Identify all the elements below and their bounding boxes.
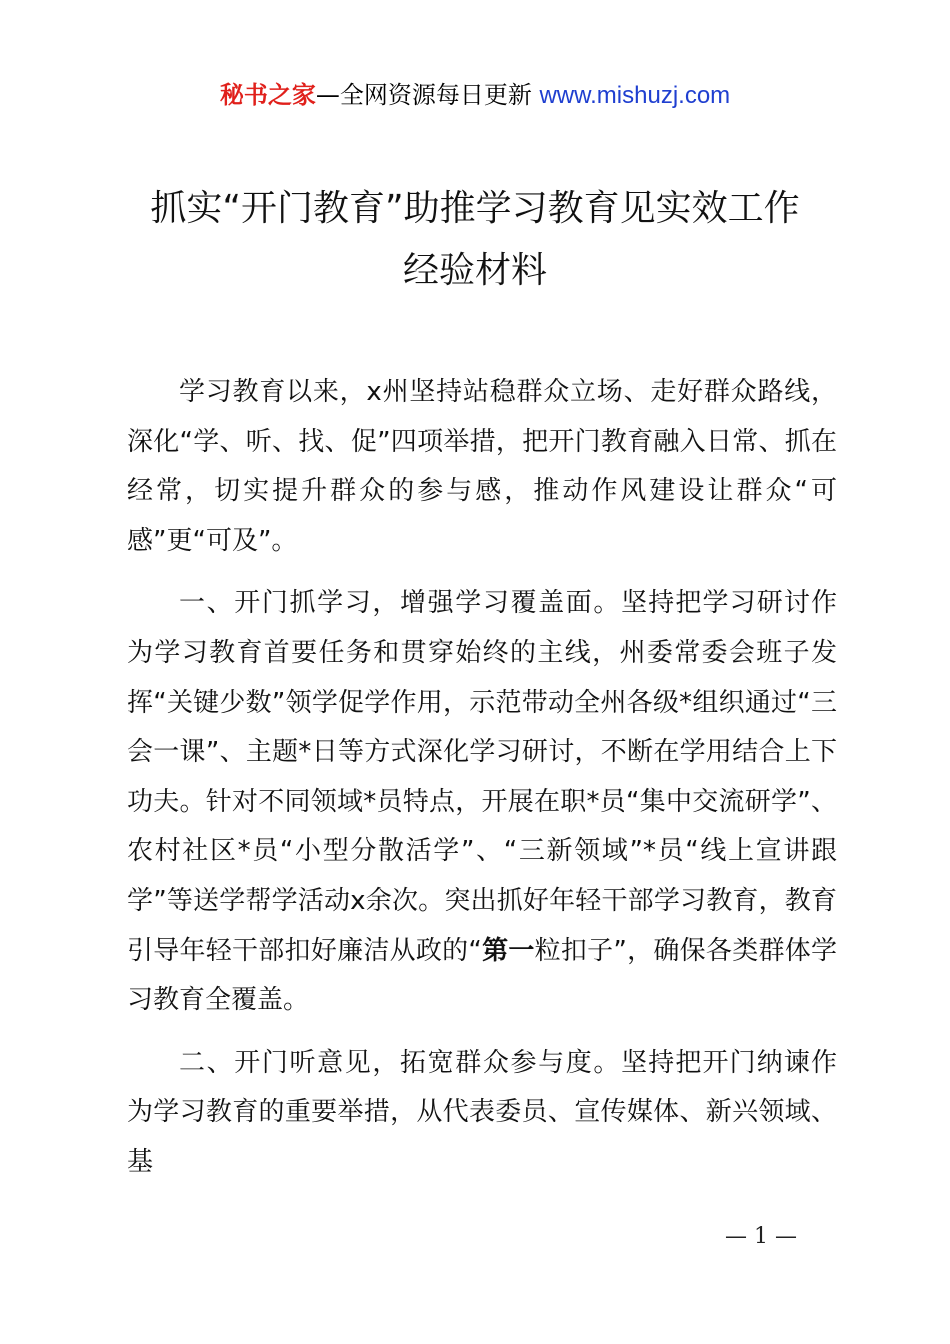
section-1-paragraph [127,579,837,1025]
title-line-1: 抓实“开门教育”助推学习教育见实效工作 [150,188,800,229]
section-1-bold-text: 第一 [481,935,535,966]
header-tagline: —全网资源每日更新 [315,81,532,109]
section-1-heading: 一、开门抓学习，增强学习覆盖面。 [179,588,622,619]
brand-name: 秘书之家 [219,81,316,109]
page-number: — 1 — [725,1224,797,1249]
intro-paragraph: 学习教育以来，x州坚持站稳群众立场、走好群众路线，深化“学、听、找、促”四项举措，把开门教育融入日常、抓在经常，切实提升群众的参与感，推动作风建设让群众“可感”更“可及”。 [127,377,837,556]
site-header [0,78,950,113]
document-title [100,178,850,302]
section-1-text-end: 粒扣子”，确保各类群体学习教育全覆盖。 [127,935,837,1016]
section-2-paragraph [127,1039,837,1188]
document-body [127,368,837,1201]
section-2-heading: 二、开门听意见，拓宽群众参与度。 [179,1047,622,1078]
section-1-text: 坚持把学习研讨作为学习教育首要任务和贯穿始终的主线，州委常委会班子发挥“关键少数”领学促学作用，示范带动全州各级*组织通过“三会一课”、主题*日等方式深化学习研讨，不断在学用结合上下功夫。针对不同领域*员特点，开展在职*员“集中交流研学”、农村社区*员“小型分散活学”、“三新领域”*员“线上宣讲跟学”等送学帮学活动x余次。突出抓好年轻干部学习教育，教育引导年轻干部扣好廉洁从政的“ [127,588,837,966]
section-2-text: 坚持把开门纳谏作为学习教育的重要举措，从代表委员、宣传媒体、新兴领域、基 [127,1047,837,1177]
title-line-2: 经验材料 [402,250,547,291]
site-url-link[interactable]: www.mishuzj.com [539,82,731,109]
